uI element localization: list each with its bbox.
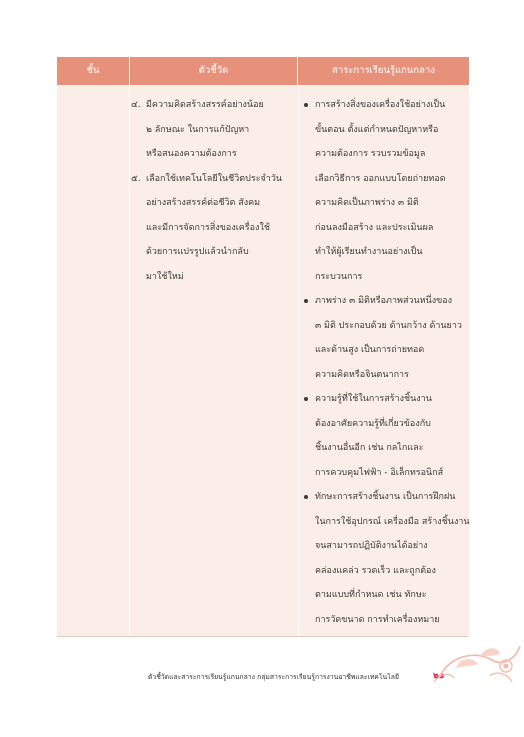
content-line: ตามแบบที่กำหนด เช่น ทักษะ [315,590,427,600]
indicator-line: เลือกใช้เทคโนโลยีในชีวิตประจำวัน [146,173,283,184]
header-core-content: สาระการเรียนรู้แกนกลาง [332,65,435,76]
indicator-line: ๒ ลักษณะ ในการแก้ปัญหา [146,124,250,135]
header-grade: ชั้น [86,65,100,76]
content-line: ชิ้นงานอื่นอีก เช่น กลไกและ [315,443,424,453]
page-number: ๒๑ [433,671,445,681]
content-line: คล่องแคล่ว รวดเร็ว และถูกต้อง [315,565,436,576]
content-line: ต้องอาศัยความรู้ที่เกี่ยวข้องกับ [315,418,431,429]
content-line: ๓ มิติ ประกอบด้วย ด้านกว้าง ด้านยาว [315,320,462,331]
indicator-column [129,93,294,289]
indicator-number: ๔. [131,100,141,110]
curriculum-table [57,57,469,637]
content-line: ทำให้ผู้เรียนทำงานอย่างเป็น [315,247,423,257]
indicator-item [129,167,294,290]
header-indicator: ตัวชี้วัด [129,57,298,85]
content-line: การวัดขนาด การทำเครื่องหมาย [315,614,440,625]
content-line: ความรู้ที่ใช้ในการสร้างชิ้นงาน [315,394,432,404]
core-content-column [298,93,469,632]
content-line: ก่อนลงมือสร้าง และประเมินผล [315,222,434,233]
content-line: ขั้นตอน ตั้งแต่กำหนดปัญหาหรือ [315,124,439,135]
indicator-line: ด้วยการแปรรูปแล้วนำกลับ [146,247,249,257]
indicator-line: มีความคิดสร้างสรรค์อย่างน้อย [146,100,264,110]
content-line: ความต้องการ รวบรวมข้อมูล [315,149,426,159]
content-line: การสร้างสิ่งของเครื่องใช้อย่างเป็น [315,100,446,110]
bullet-icon [304,495,308,499]
content-item [298,289,469,387]
table-header [57,57,469,85]
bullet-icon [304,299,308,303]
indicator-line: และมีการจัดการสิ่งของเครื่องใช้ [146,222,270,233]
bullet-icon [304,103,308,107]
content-line: ความคิดหรือจินตนาการ [315,369,409,380]
content-line: และด้านสูง เป็นการถ่ายทอด [315,345,425,355]
content-line: จนสามารถปฏิบัติงานได้อย่าง [315,541,428,551]
indicator-number: ๕. [131,173,141,184]
content-item [298,93,469,289]
content-line: การควบคุมไฟฟ้า - อิเล็กทรอนิกส์ [315,467,444,478]
content-line: ภาพร่าง ๓ มิติหรือภาพส่วนหนึ่งของ [315,296,453,306]
content-line: เลือกวิธีการ ออกแบบโดยถ่ายทอด [315,173,446,184]
indicator-line: มาใช้ใหม่ [146,271,184,282]
indicator-line: หรือสนองความต้องการ [146,149,237,159]
footer-title: ตัวชี้วัดและสาระการเรียนรู้แกนกลาง กลุ่มสาระการเรียนรู้การงานอาชีพและเทคโนโลยี [148,673,399,681]
content-line: ทักษะการสร้างชิ้นงาน เป็นการฝึกฝน [315,492,456,502]
content-item [298,387,469,485]
content-line: กระบวนการ [315,271,363,282]
indicator-item [129,93,294,167]
indicator-line: อย่างสร้างสรรค์ต่อชีวิต สังคม [146,198,261,208]
table-bottom-rule [57,636,469,637]
content-item [298,485,469,632]
table-body [57,85,469,637]
floral-ornament-icon [420,636,524,696]
bullet-icon [304,397,308,401]
content-line: ความคิดเป็นภาพร่าง ๓ มิติ [315,198,419,208]
content-line: ในการใช้อุปกรณ์ เครื่องมือ สร้างชิ้นงาน [315,516,470,527]
